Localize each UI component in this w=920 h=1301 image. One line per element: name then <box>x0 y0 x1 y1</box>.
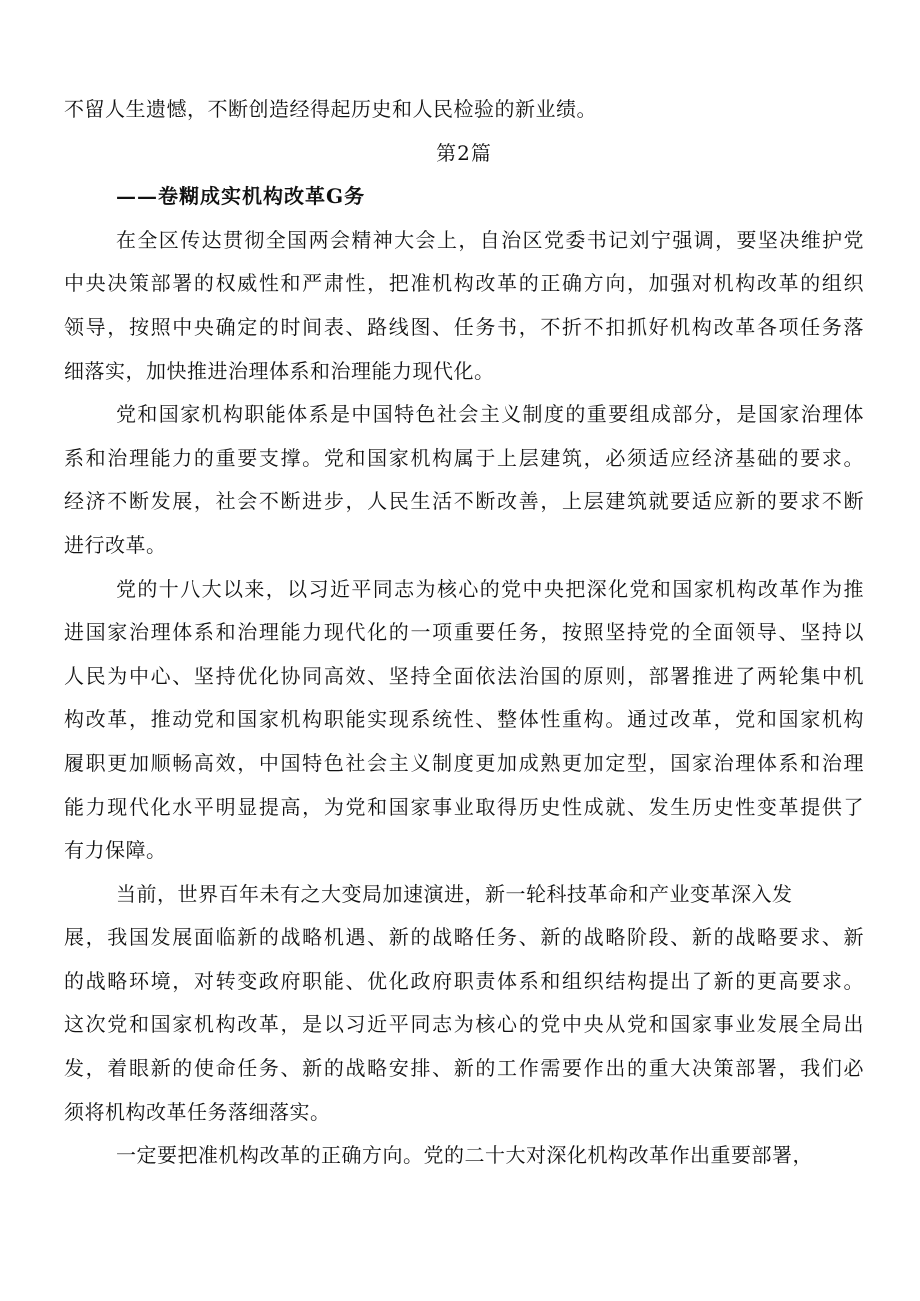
paragraph-line: 展，我国发展面临新的战略机遇、新的战略任务、新的战略阶段、新的战略要求、新 <box>64 925 864 950</box>
paragraph-line: 一定要把准机构改革的正确方向。党的二十大对深化机构改革作出重要部署， <box>116 1143 813 1168</box>
paragraph-line: 进行改革。 <box>64 532 167 557</box>
paragraph <box>64 1134 864 1178</box>
paragraph <box>64 873 864 1135</box>
document-body <box>64 88 864 1178</box>
paragraph <box>64 568 864 873</box>
paragraph-line: 党的十八大以来，以习近平同志为核心的党中央把深化党和国家机构改革作为推 <box>116 576 864 601</box>
paragraph-line: 领导，按照中央确定的时间表、路线图、任务书，不折不扣抓好机构改革各项任务落 <box>64 314 864 339</box>
paragraph-line: 的战略环境，对转变政府职能、优化政府职责体系和组织结构提出了新的更高要求。 <box>64 968 864 993</box>
paragraph-fragment: 不留人生遗憾，不断创造经得起历史和人民检验的新业绩。 <box>64 97 597 121</box>
paragraph-line: 经济不断发展，社会不断进步，人民生活不断改善，上层建筑就要适应新的要求不断 <box>64 489 864 514</box>
section-title: 第2篇 <box>436 140 492 165</box>
paragraph-line: 细落实，加快推进治理体系和治理能力现代化。 <box>64 358 495 383</box>
paragraph-line: 进国家治理体系和治理能力现代化的一项重要任务，按照坚持党的全面领导、坚持以 <box>64 620 864 645</box>
paragraph-line: 这次党和国家机构改革，是以习近平同志为核心的党中央从党和国家事业发展全局出 <box>64 1012 864 1037</box>
paragraph-line: 发，着眼新的使命任务、新的战略安排、新的工作需要作出的重大决策部署，我们必 <box>64 1056 864 1081</box>
paragraph-line: 系和治理能力的重要支撑。党和国家机构属于上层建筑，必须适应经济基础的要求。 <box>64 445 864 470</box>
paragraph-line: 人民为中心、坚持优化协同高效、坚持全面依法治国的原则，部署推进了两轮集中机 <box>64 663 864 688</box>
paragraph <box>64 393 864 567</box>
paragraph-line: 有力保障。 <box>64 838 167 863</box>
paragraph-line: 能力现代化水平明显提高，为党和国家事业取得历史性成就、发生历史性变革提供了 <box>64 794 864 819</box>
paragraph-line: 党和国家机构职能体系是中国特色社会主义制度的重要组成部分，是国家治理体 <box>116 402 864 427</box>
paragraph-line: 履职更加顺畅高效，中国特色社会主义制度更加成熟更加定型，国家治理体系和治理 <box>64 750 864 775</box>
paragraph-line: 当前，世界百年未有之大变局加速演进，新一轮科技革命和产业变革深入发 <box>116 881 793 906</box>
section-subtitle: ——卷糊成实机构改革G务 <box>116 184 366 209</box>
paragraph-line: 构改革，推动党和国家机构职能实现系统性、整体性重构。通过改革，党和国家机构 <box>64 707 864 732</box>
paragraph <box>64 219 864 393</box>
paragraph-line: 须将机构改革任务落细落实。 <box>64 1099 331 1124</box>
paragraph-line: 在全区传达贯彻全国两会精神大会上，自治区党委书记刘宁强调，要坚决维护党 <box>116 227 864 252</box>
paragraph-line: 中央决策部署的权威性和严肃性，把准机构改革的正确方向，加强对机构改革的组织 <box>64 271 864 296</box>
